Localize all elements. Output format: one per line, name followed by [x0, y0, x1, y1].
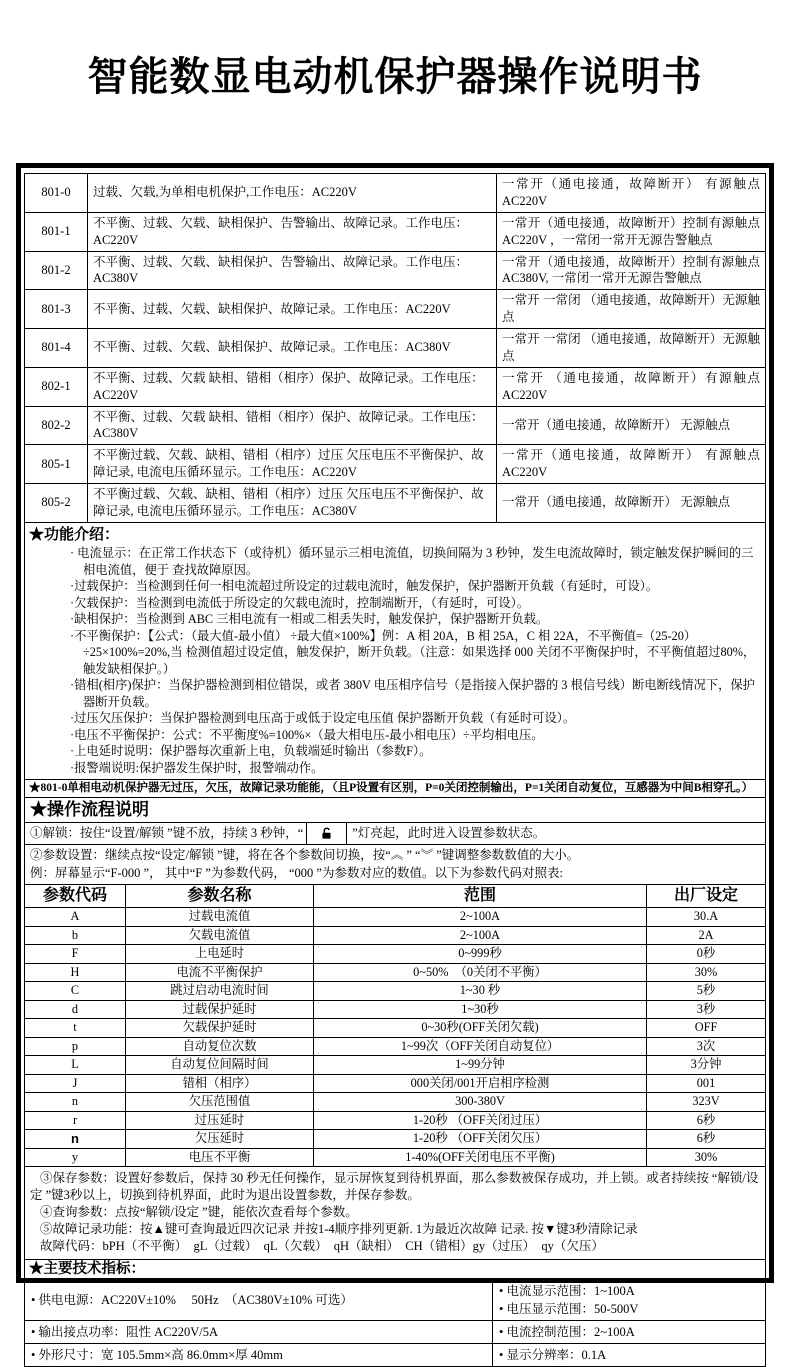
model-table-row: [25, 213, 765, 252]
model-description-cell: 不平衡、过载、欠载 缺相、错相（相序）保护、故障记录。工作电压：AC220V: [88, 368, 497, 406]
param-row: [25, 945, 765, 964]
param-code-cell: d: [25, 1001, 126, 1019]
model-801-note: ★801-0单相电动机保护器无过压，欠压，故障记录功能能，（且P设置有区别，P=0关闭控制输出，P=1关闭自动复位，互感器为中间B相穿孔。）: [25, 780, 765, 798]
model-number-cell: 801-1: [25, 213, 88, 251]
param-range-cell: 2~100A: [314, 927, 647, 945]
model-table-row: [25, 290, 765, 329]
param-name-cell: 电压不平衡: [126, 1149, 314, 1167]
param-name-cell: 欠压延时: [126, 1130, 314, 1148]
feature-item: ·上电延时说明：保护器每次重新上电，负载端延时输出（参数F）。: [70, 744, 432, 758]
header-factory-default: 出厂设定: [673, 887, 738, 904]
param-code-cell: H: [25, 964, 126, 982]
param-code-cell: n: [25, 1130, 126, 1148]
param-range-cell: 1~30秒: [314, 1001, 647, 1019]
param-name-cell: 上电延时: [126, 945, 314, 963]
param-table-body: [25, 908, 765, 1167]
param-factory-cell: 6秒: [696, 1112, 716, 1127]
model-description-cell: 不平衡、过载、欠载 缺相、错相（相序）保护、故障记录。工作电压：AC380V: [88, 407, 497, 445]
param-row: [25, 1001, 765, 1020]
param-code-cell: F: [25, 945, 126, 963]
param-name-cell: 自动复位次数: [126, 1038, 314, 1056]
model-contact-cell: 一常开（通电接通，故障断开） 无源触点: [502, 495, 731, 510]
manual-content: [24, 173, 766, 1367]
header-param-name: 参数名称: [126, 885, 314, 907]
feature-item: ·欠载保护：当检测到电流低于所设定的欠载电流时，控制端断开，（有延时，可设）。: [70, 595, 530, 610]
step-param-line2: 例：屏幕显示“F-000 ”， 其中“F ”为参数代码， “000 ”为参数对应的数值。以下为参数代码对照表:: [30, 865, 563, 880]
model-table-row: [25, 329, 765, 368]
model-description-cell: 不平衡、过载、欠载、缺相保护、告警输出、故障记录。工作电压：AC380V: [88, 252, 497, 290]
param-factory-cell: 2A: [698, 927, 714, 942]
param-factory-cell: 5秒: [696, 983, 716, 997]
param-factory-cell: 30%: [694, 1149, 718, 1164]
model-table-row: [25, 407, 765, 446]
spec-right-cell: • 电流显示范围：1~100A • 电压显示范围：50-500V: [499, 1284, 639, 1316]
model-number-cell: 801-4: [25, 329, 88, 367]
model-table-row: [25, 484, 765, 523]
param-range-cell: 1-40%(OFF关闭电压不平衡): [314, 1149, 647, 1167]
param-name-cell: 电流不平衡保护: [126, 964, 314, 982]
param-name-cell: 过载保护延时: [126, 1001, 314, 1019]
param-code-cell: n: [25, 1093, 126, 1111]
param-name-cell: 欠载电流值: [126, 927, 314, 945]
model-number-cell: 805-2: [25, 484, 88, 522]
model-contact-cell: 一常开（通电接通，故障断开）控制有源触点 AC220V ，一常闭一常开无源告警触点: [502, 215, 760, 247]
param-factory-cell: 30%: [694, 964, 718, 979]
model-contact-cell: 一常开 （通电接通，故障断开）有源触点AC220V: [502, 370, 760, 402]
param-factory-cell: 3秒: [696, 1001, 716, 1016]
param-range-cell: 1~99次（OFF关闭自动复位）: [314, 1038, 647, 1056]
param-table: [25, 885, 765, 1167]
model-number-cell: 801-0: [25, 174, 88, 212]
feature-item: ·错相(相序)保护：当保护器检测到相位错误，或者 380V 电压相序信号（是指接入保护器的 3 根信号线）断电断线情况下，保护器断开负载。: [70, 678, 755, 709]
feature-item: ·缺相保护：当检测到 ABC 三相电流有一相或二相丢失时，触发保护，保护器断开负载。: [70, 612, 549, 626]
manual-frame: [16, 163, 774, 1362]
model-contact-cell: 一常开（通电接通，故障断开） 有源触点 AC220V: [502, 177, 760, 208]
unlock-icon: [320, 827, 333, 840]
model-table-row: [25, 252, 765, 291]
feature-item: ·不平衡保护：【公式：（最大值-最小值） ÷最大值×100%】例：A 相 20A，B 相 25A，C 相 22A，不平衡值=（25-20）÷25×100%=20%,当 检测值超过设定值，触发保护，断开负载。（注意：如果选择 000 关闭不平衡保护时，不平衡值超过80%，触发缺相保护。）: [70, 628, 756, 676]
param-code-cell: p: [25, 1038, 126, 1056]
param-row: [25, 1093, 765, 1112]
param-row: [25, 1056, 765, 1075]
param-factory-cell: 6秒: [696, 1131, 716, 1145]
spec-left-cell: • 供电电源：AC220V±10% 50Hz （AC380V±10% 可选）: [25, 1280, 493, 1320]
step-query-params: ④查询参数：点按“解锁/设定 ”键，能依次查看每个参数。: [40, 1205, 358, 1219]
param-name-cell: 错相（相序）: [126, 1075, 314, 1093]
model-description-cell: 不平衡过载、欠载、缺相、错相（相序）过压 欠压电压不平衡保护、故障记录, 电流电压循环显示。工作电压：AC220V: [88, 445, 497, 483]
param-range-cell: 300-380V: [314, 1093, 647, 1111]
spec-row: [25, 1344, 765, 1367]
model-contact-cell: 一常开 一常闭 （通电接通，故障断开）无源触点: [502, 332, 760, 363]
param-factory-cell: 323V: [692, 1094, 720, 1108]
spec-right-cell: • 电流控制范围：2~100A: [499, 1325, 635, 1339]
param-row: [25, 1075, 765, 1094]
param-name-cell: 跳过启动电流时间: [126, 982, 314, 1000]
model-number-cell: 802-2: [25, 407, 88, 445]
param-code-cell: C: [25, 982, 126, 1000]
model-table-row: [25, 174, 765, 213]
model-description-cell: 不平衡、过载、欠载、缺相保护、告警输出、故障记录。工作电压：AC220V: [88, 213, 497, 251]
spec-row: [25, 1321, 765, 1344]
param-name-cell: 欠载保护延时: [126, 1019, 314, 1037]
param-range-cell: 1-20秒 （OFF关闭欠压）: [314, 1130, 647, 1148]
param-factory-cell: 30.A: [693, 909, 719, 923]
param-row: [25, 1038, 765, 1057]
step-fault-record: ⑤故障记录功能：按▲键可查询最近四次记录 并按1-4顺序排列更新. 1为最近次故障 记录. 按▼键3秒清除记录: [40, 1222, 638, 1236]
step-param-setting: [25, 845, 765, 885]
features-list: [25, 545, 765, 776]
param-range-cell: 1-20秒 （OFF关闭过压）: [314, 1112, 647, 1130]
model-contact-cell: 一常开（通电接通，故障断开） 无源触点: [502, 417, 731, 432]
param-code-cell: b: [25, 927, 126, 945]
param-factory-cell: 001: [696, 1075, 716, 1090]
param-row: [25, 1130, 765, 1149]
param-range-cell: 000关闭/001开启相序检测: [314, 1075, 647, 1093]
model-description-cell: 不平衡、过载、欠载、缺相保护、故障记录。工作电压：AC380V: [88, 329, 497, 367]
model-table-row: [25, 368, 765, 407]
operation-heading: ★操作流程说明: [25, 798, 765, 823]
param-row: [25, 1149, 765, 1168]
step-unlock-row: [25, 823, 765, 845]
param-row: [25, 927, 765, 946]
param-range-cell: 2~100A: [314, 908, 647, 926]
param-code-cell: y: [25, 1149, 126, 1167]
features-heading: ★功能介绍：: [29, 525, 120, 543]
model-description-cell: 不平衡、过载、欠载、缺相保护、故障记录。工作电压：AC220V: [88, 290, 497, 328]
param-code-cell: J: [25, 1075, 126, 1093]
step-unlock-suffix: ”灯亮起，此时进入设置参数状态。: [352, 826, 546, 840]
spec-left-cell: • 外形尺寸：宽 105.5mm×高 86.0mm×厚 40mm: [25, 1344, 493, 1366]
param-code-cell: L: [25, 1056, 126, 1074]
feature-item: ·过载保护：当检测到任何一相电流超过所设定的过载电流时，触发保护，保护器断开负载（有延时，可设）。: [70, 579, 659, 593]
param-row: [25, 982, 765, 1001]
model-table-row: [25, 445, 765, 484]
param-code-cell: A: [25, 908, 126, 926]
model-contact-cell: 一常开（通电接通，故障断开）控制有源触点 AC380V, 一常闭一常开无源告警触点: [502, 254, 760, 286]
param-name-cell: 欠压范围值: [126, 1093, 314, 1111]
spec-left-cell: • 输出接点功率：阻性 AC220V/5A: [25, 1321, 493, 1343]
param-code-cell: r: [25, 1112, 126, 1130]
feature-item: ·报警端说明:保护器发生保护时，报警端动作。: [70, 760, 324, 775]
spec-row: [25, 1280, 765, 1321]
model-contact-cell: 一常开（通电接通，故障断开） 有源触点 AC220V: [502, 448, 760, 480]
model-number-cell: 802-1: [25, 368, 88, 406]
param-factory-cell: OFF: [694, 1020, 718, 1034]
model-description-cell: 过载、欠载,为单相电机保护,工作电压：AC220V: [88, 174, 497, 212]
param-code-cell: t: [25, 1019, 126, 1037]
param-factory-cell: 3分钟: [690, 1057, 722, 1071]
feature-item: · 电流显示：在正常工作状态下（或待机）循环显示三相电流值，切换间隔为 3 秒钟，发生电流故障时，锁定触发保护瞬间的三相电流值，便于 查找故障原因。: [70, 546, 754, 577]
feature-item: ·电压不平衡保护：公式：不平衡度%=100%×（最大相电压-最小相电压）÷平均相电压。: [70, 727, 544, 742]
param-row: [25, 1112, 765, 1131]
step-save-params: ③保存参数：设置好参数后，保持 30 秒无任何操作，显示屏恢复到待机界面，那么参数被保存成功，并上锁。或者持续按 “解锁/设定 ”键3秒以上，切换到待机界面，此时为退出设置参数，并保存参数。: [30, 1171, 759, 1202]
param-row: [25, 964, 765, 983]
model-number-cell: 801-3: [25, 290, 88, 328]
param-table-header: [25, 885, 765, 908]
param-row: [25, 1019, 765, 1038]
param-name-cell: 过载电流值: [126, 908, 314, 926]
page-title: 智能数显电动机保护器操作说明书: [87, 55, 703, 99]
spec-right-cell: • 显示分辨率：0.1A: [499, 1348, 607, 1362]
header-param-code: 参数代码: [25, 885, 126, 907]
features-section: [25, 523, 765, 780]
model-number-cell: 805-1: [25, 445, 88, 483]
param-range-cell: 0~999秒: [314, 945, 647, 963]
param-range-cell: 1~30 秒: [314, 982, 647, 1000]
param-range-cell: 0~30秒(OFF关闭欠载): [314, 1019, 647, 1037]
param-factory-cell: 3次: [696, 1038, 716, 1053]
feature-item: ·过压欠压保护：当保护器检测到电压高于或低于设定电压值 保护器断开负载（有延时可设）。: [70, 711, 576, 725]
param-range-cell: 0~50% （0关闭不平衡）: [314, 964, 647, 982]
param-row: [25, 908, 765, 927]
param-name-cell: 过压延时: [126, 1112, 314, 1130]
model-contact-cell: 一常开 一常闭 （通电接通，故障断开）无源触点: [502, 293, 760, 325]
param-name-cell: 自动复位间隔时间: [126, 1056, 314, 1074]
model-number-cell: 801-2: [25, 252, 88, 290]
fault-codes-line: 故障代码：bPH（不平衡） gL（过载） qL（欠载） qH（缺相） CH（错相）gy（过压） qy（欠压）: [40, 1239, 604, 1253]
param-factory-cell: 0秒: [696, 946, 716, 960]
model-description-cell: 不平衡过载、欠载、缺相、错相（相序）过压 欠压电压不平衡保护、故障记录, 电流电压循环显示。工作电压：AC380V: [88, 484, 497, 522]
param-range-cell: 1~99分钟: [314, 1056, 647, 1074]
post-steps-section: [25, 1167, 765, 1260]
model-table: [25, 174, 765, 523]
header-param-range: 范围: [314, 885, 647, 907]
step-unlock-prefix: ①解锁：按住“设置/解锁 ”键不放，持续 3 秒钟，“: [30, 826, 304, 840]
specs-heading: ★主要技术指标：: [25, 1260, 765, 1280]
specs-table: [25, 1280, 765, 1367]
step-param-line1: ②参数设置：继续点按“设定/解锁 ”键，将在各个参数间切换，按“︽ ” “︾ ”键调整参数数值的大小。: [30, 848, 580, 862]
unlock-indicator-cell: [306, 823, 347, 844]
